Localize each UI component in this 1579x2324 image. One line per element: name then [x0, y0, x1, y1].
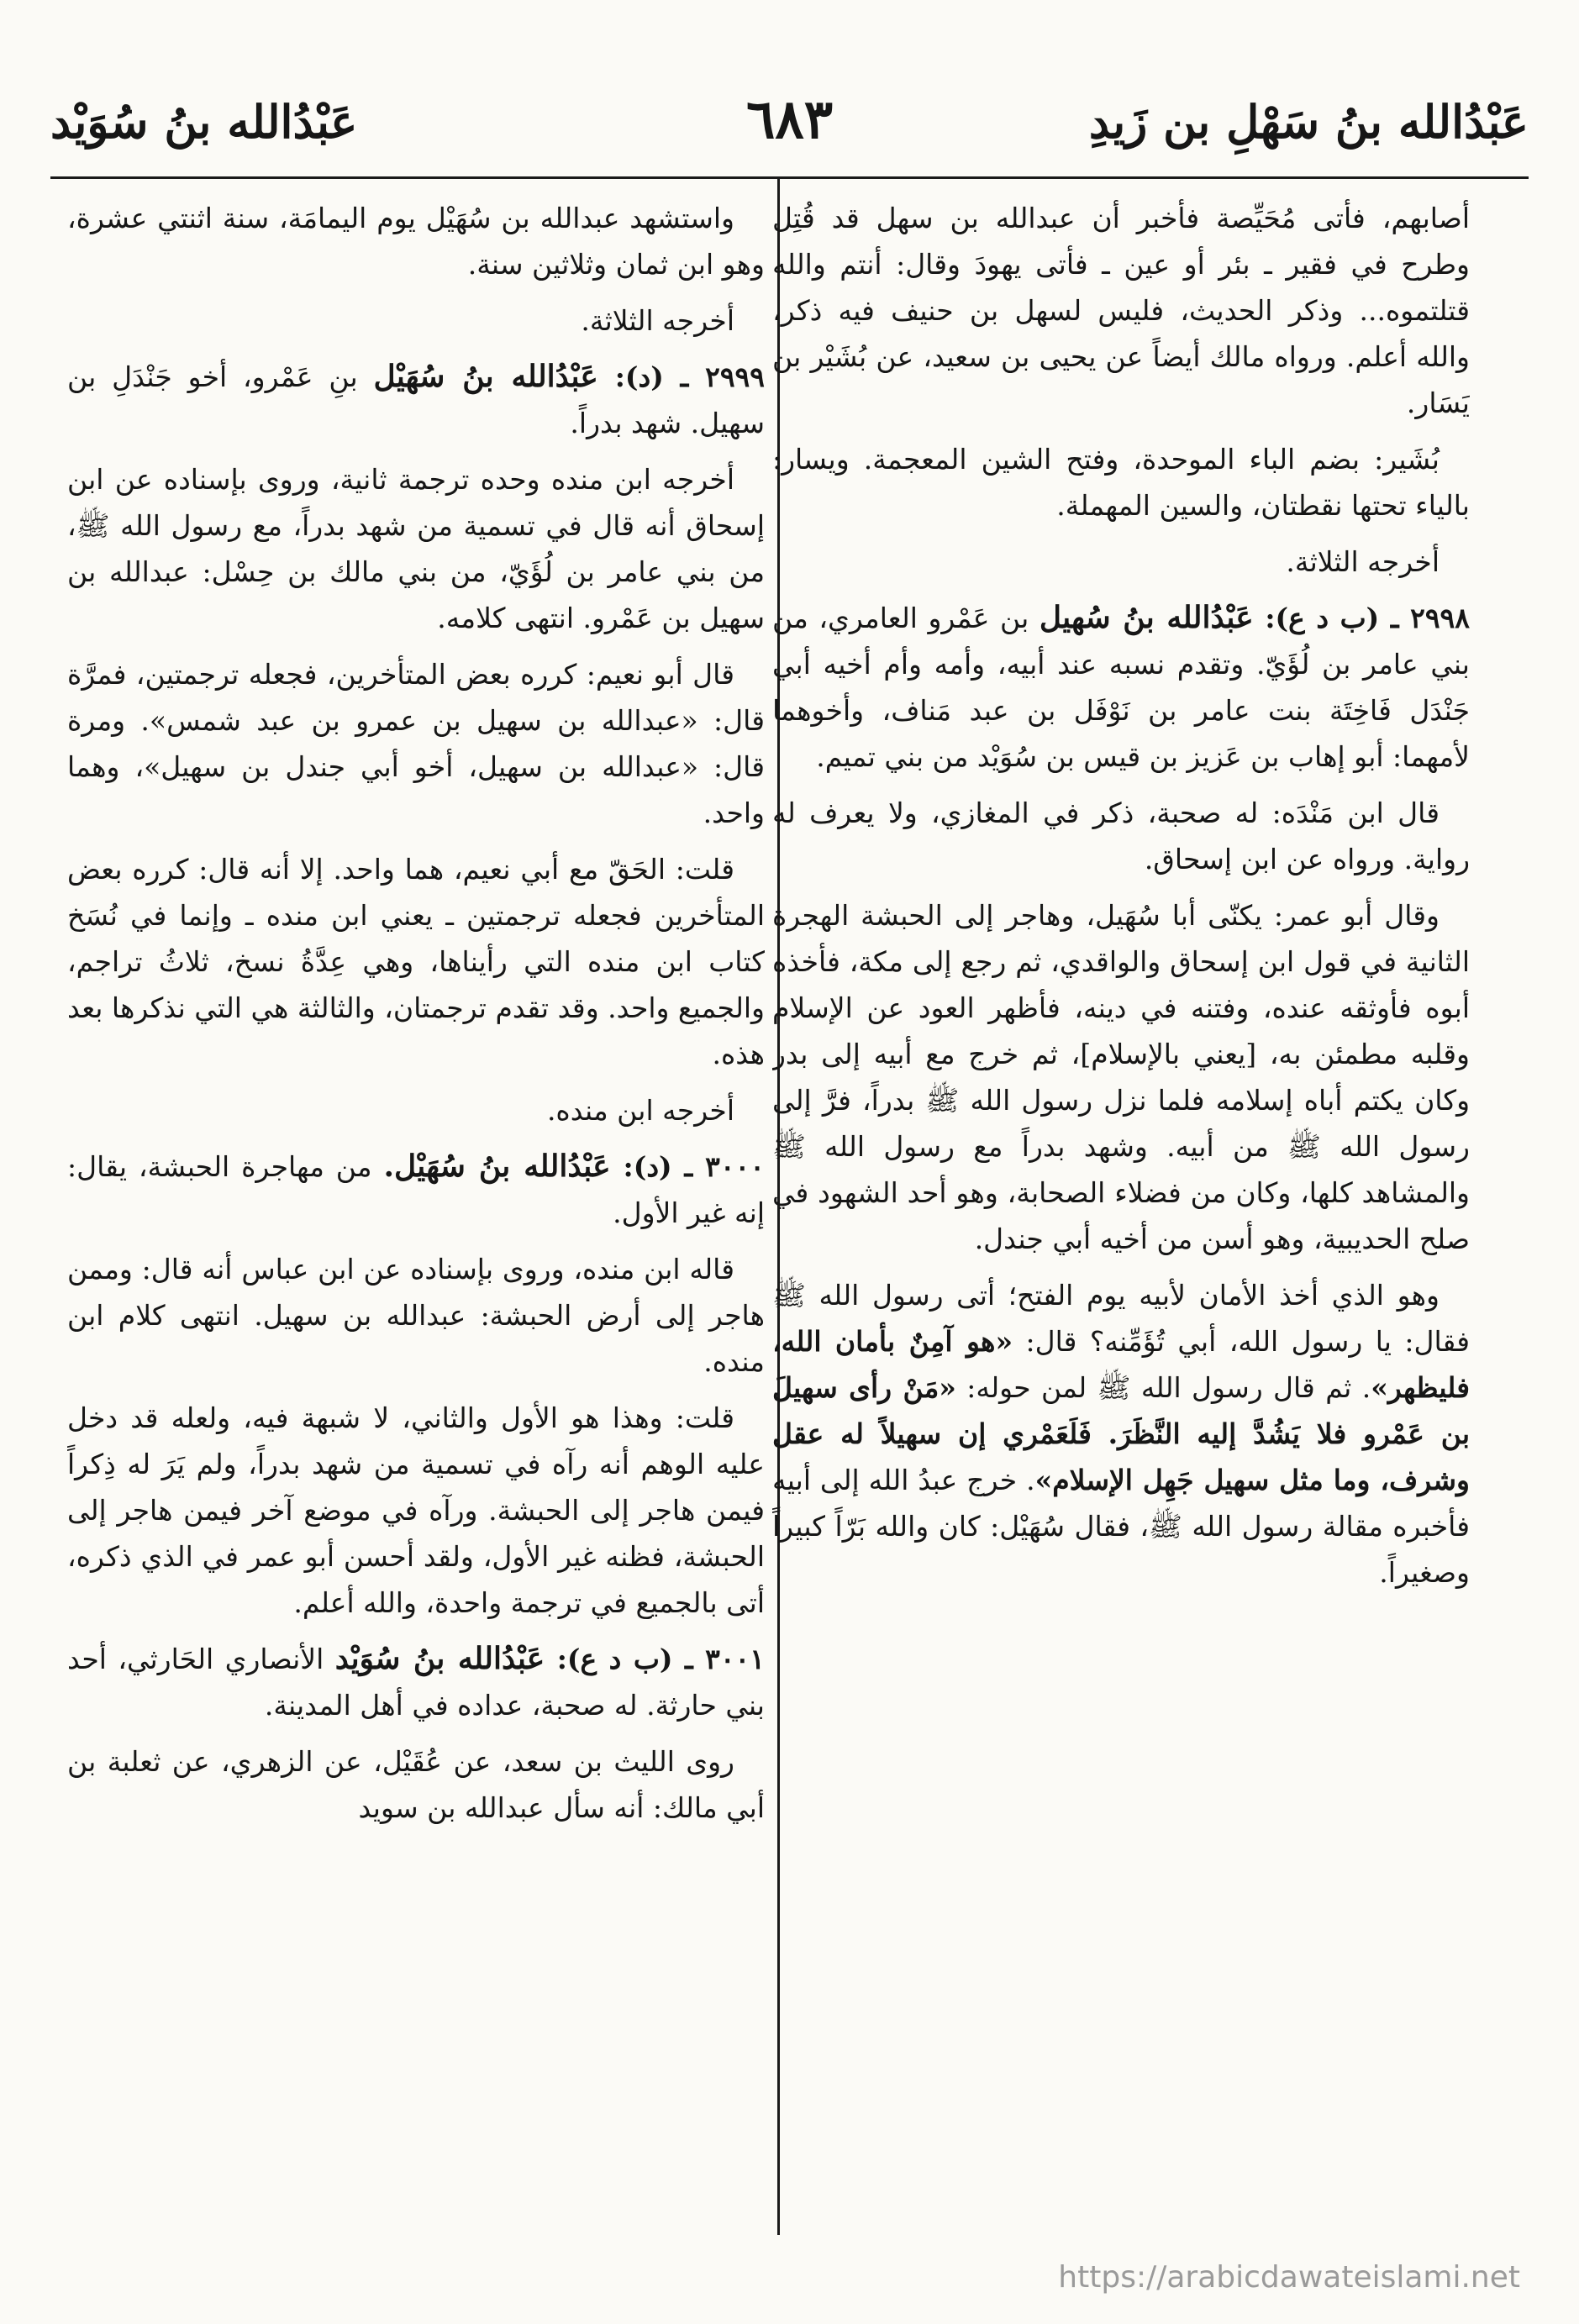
entry-code: ـ (د): [610, 1150, 706, 1183]
entry-number: ٢٩٩٨ [1410, 602, 1470, 634]
header-rule [50, 176, 1529, 179]
entry-code: ـ (ب د ع): [545, 1643, 706, 1675]
entry-2999 [67, 354, 765, 446]
paragraph: روى الليث بن سعد، عن عُقَيْل، عن الزهري، عن ثعلبة بن أبي مالك: أنه سأل عبدالله بن سويد [67, 1745, 765, 1824]
entry-2998 [772, 595, 1470, 780]
entry-number: ٢٩٩٩ [705, 360, 765, 393]
text-run: وهو الذي أخذ الأمان لأبيه يوم الفتح؛ أتى رسول الله ﷺ فقال: يا رسول الله، أبي تُؤَمِّنه؟ قال: [772, 1279, 1470, 1358]
entry-name: عَبْدُالله بنُ سُوَيْد [334, 1641, 545, 1676]
paragraph: أخرجه الثلاثة. [581, 304, 734, 337]
paragraph [772, 1272, 1470, 1596]
paragraph: قال أبو نعيم: كرره بعض المتأخرين، فجعله ترجمتين، فمرَّة قال: «عبدالله بن سهيل بن عمرو بن عبد شمس». ومرة قال: «عبدالله بن سهيل، أخو أبي جندل بن سهيل»، وهما واحد. [67, 658, 765, 829]
paragraph: قال ابن مَنْدَه: له صحبة، ذكر في المغازي، ولا يعرف له رواية. ورواه عن ابن إسحاق. [772, 797, 1470, 875]
paragraph: قلت: وهذا هو الأول والثاني، لا شبهة فيه، ولعله قد دخل عليه الوهم أنه رآه في تسمية من شهد بدراً، ولم يَرَ له ذِكراً فيمن هاجر إلى الحبشة. ورآه في موضع آخر فيمن هاجر إلى الحبشة، فظنه غير الأول، ولقد أحسن أبو عمر في الذي ذكره، أتى بالجميع في ترجمة واحدة، والله أعلم. [67, 1401, 765, 1619]
source-watermark: https://arabicdawateislami.net [1058, 2260, 1520, 2295]
text-run: . ثم قال رسول الله ﷺ لمن حوله: [955, 1371, 1371, 1404]
paragraph: بُشَير: بضم الباء الموحدة، وفتح الشين المعجمة. ويسار: بالياء تحتها نقطتان، والسين المهملة. [772, 443, 1470, 522]
entry-3001 [67, 1636, 765, 1728]
paragraph: وقال أبو عمر: يكنّى أبا سُهَيل، وهاجر إلى الحبشة الهجرة الثانية في قول ابن إسحاق والواقدي، ثم رجع إلى مكة، فأخذه أبوه فأوثقه عنده، وفتنه في دينه، فأظهر العود عن الإسلام وقلبه مطمئن به، [يعني بالإسلام]، ثم خرج مع أبيه إلى بدر وكان يكتم أباه إسلامه فلما نزل رسول الله ﷺ بدراً، فرَّ إلى رسول الله ﷺ من أبيه. وشهد بدراً مع رسول الله ﷺ والمشاهد كلها، وكان من فضلاء الصحابة، وهو أحد الشهود في صلح الحديبية، وهو أسن من أخيه أبي جندل. [772, 899, 1470, 1255]
right-column [772, 195, 1470, 2237]
paragraph: أخرجه ابن منده. [546, 1094, 734, 1127]
entry-text: الأنصاري الحَارثي، أحد بني حارثة. له صحبة، عداده في أهل المدينة. [67, 1643, 765, 1722]
entry-3000 [67, 1144, 765, 1236]
paragraph: قاله ابن منده، وروى بإسناده عن ابن عباس أنه قال: وممن هاجر إلى أرض الحبشة: عبدالله بن سهيل. انتهى كلام ابن منده. [67, 1253, 765, 1378]
paragraph: أخرجه ابن منده وحده ترجمة ثانية، وروى بإسناده عن ابن إسحاق أنه قال في تسمية من شهد بدراً، مع رسول الله ﷺ، من بني عامر بن لُؤَيّ، من بني مالك بن حِسْل: عبدالله بن سهيل بن عَمْرو. انتهى كلامه. [67, 463, 765, 634]
entry-text: بن عَمْرو العامري، من بني عامر بن لُؤَيّ. وتقدم نسبه عند أبيه، وأمه وأم أخيه أبي جَنْدَل فَاخِتَة بنت عامر بن نَوْفَل بن عبد مَناف، وأخوهما لأمهما: أبو إهاب بن عَزيز بن قيس بن سُوَيْد من بني تميم. [772, 602, 1470, 773]
entry-code: ـ (ب د ع): [1253, 602, 1411, 634]
paragraph: أصابهم، فأتى مُحَيِّصة فأخبر أن عبدالله بن سهل قد قُتِل وطرح في فقير ـ بئر أو عين ـ فأتى يهودَ وقال: أنتم والله قتلتموه... وذكر الحديث، فليس لسهل بن حنيف فيه ذكر، والله أعلم. ورواه مالك أيضاً عن يحيى بن سعيد، عن بُشَيْر بن يَسَار. [772, 202, 1470, 419]
entry-text: بنِ عَمْرو، أخو جَنْدَلِ بن سهيل. شهد بدراً. [67, 360, 765, 439]
entry-number: ٣٠٠١ [705, 1643, 765, 1675]
entry-name: عَبْدُالله بنُ سُهيل [1039, 600, 1254, 635]
running-title-left: عَبْدُالله بنُ سُوَيْد [50, 95, 358, 149]
left-column [67, 195, 765, 2237]
entry-name: عَبْدُالله بنُ سُهَيْل. [383, 1149, 611, 1184]
paragraph: واستشهد عبدالله بن سُهَيْل يوم اليمامَة، سنة اثنتي عشرة، وهو ابن ثمان وثلاثين سنة. [67, 202, 765, 281]
page-header [50, 80, 1529, 164]
hadith-quote: «مَنْ رأى سهيلَ بن عَمْرو فلا يَشُدَّ إليه النَّظَرَ. فَلَعَمْري إن سهيلاً له عقل وشرف، وما مثل سهيل جَهِل الإسلام» [772, 1371, 1470, 1496]
entry-number: ٣٠٠٠ [705, 1150, 765, 1183]
page-number: ٦٨٣ [745, 88, 834, 151]
paragraph: أخرجه الثلاثة. [1286, 545, 1440, 578]
hadith-quote: «هو آمِنٌ بأمان الله، فليظهر» [772, 1325, 1470, 1404]
entry-code: ـ (د): [597, 360, 706, 393]
paragraph: قلت: الحَقّ مع أبي نعيم، هما واحد. إلا أنه قال: كرره بعض المتأخرين فجعله ترجمتين ـ يعني ابن منده ـ وإنما في نُسَخ كتاب ابن منده التي رأيناها، وهي عِدَّةُ نسخ، ثلاثُ تراجم، والجميع واحد. وقد تقدم ترجمتان، والثالثة هي التي نذكرها بعد هذه. [67, 853, 765, 1070]
text-run: . خرج عبدُ الله إلى أبيه فأخبره مقالة رسول الله ﷺ، فقال سُهَيْل: كان والله بَرّاً كبيراً وصغيراً. [772, 1464, 1470, 1589]
entry-name: عَبْدُالله بنُ سُهَيْل [373, 359, 598, 394]
entry-text: من مهاجرة الحبشة، يقال: إنه غير الأول. [67, 1150, 765, 1229]
running-title-right: عَبْدُالله بنُ سَهْلِ بن زَيدِ [1088, 95, 1529, 149]
